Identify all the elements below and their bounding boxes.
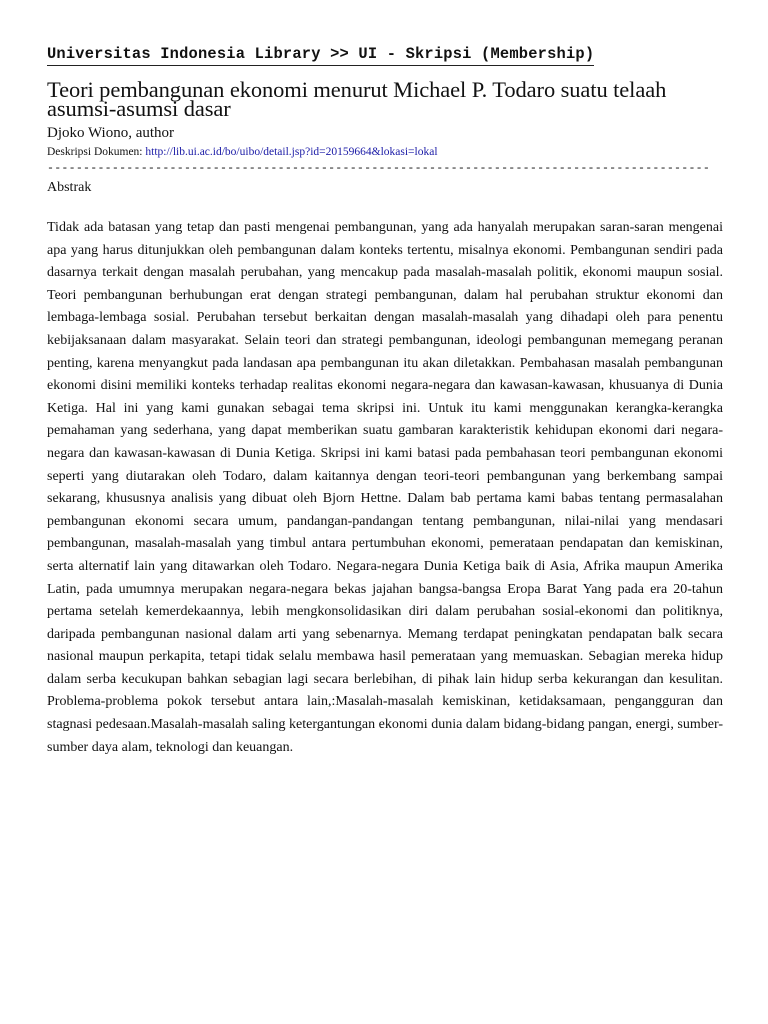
description-label: Deskripsi Dokumen: — [47, 146, 143, 158]
description-row — [47, 145, 727, 160]
library-header[interactable]: Universitas Indonesia Library >> UI - Skripsi (Membership) — [47, 44, 594, 66]
document-title: Teori pembangunan ekonomi menurut Michael P. Todaro suatu telaah asumsi-asumsi dasar — [47, 77, 667, 121]
document-page — [47, 44, 727, 759]
abstract-text: Tidak ada batasan yang tetap dan pasti mengenai pembangunan, yang ada hanyalah merupakan saran-saran mengenai apa yang harus ditunjukkan oleh pembangunan dalam konteks tertentu, misalnya ekonomi. Pembangunan sendiri pada dasarnya terkait dengan masalah perubahan, yang mencakup pada masalah-masalah politik, ekonomi maupun sosial. Teori pembangunan berhubungan erat dengan strategi pembangunan, dalam hal perubahan struktur ekonomi dan lembaga-lembaga sosial. Perubahan tersebut berkaitan dengan masalah-masalah yang dihadapi oleh para penentu kebijaksanaan dalam masyarakat. Selain teori dan strategi pembangunan, ideologi pembangunan memegang peranan penting, karena menyangkut pada landasan apa pembangunan itu akan diletakkan. Pembahasan masalah pembangunan ekonomi disini memiliki konteks terhadap realitas ekonomi negara-negara dan kawasan-kawasan, khusuanya di Dunia Ketiga. Hal ini yang kami gunakan sebagai tema skripsi ini. Untuk itu kami menggunakan kerangka-kerangka pemahaman yang sederhana, yang dapat memberikan suatu gambaran karakteristik kehidupan ekonomi dari negara-negara dan kawasan-kawasan di Dunia Ketiga. Skripsi ini kami batasi pada pembahasan teori pembangunan ekonomi seperti yang diutarakan oleh Todaro, dalam kaitannya dengan teori-teori pembangunan yang berkembang sampai sekarang, khususnya analisis yang dibuat oleh Bjorn Hettne. Dalam bab pertama kami babas tentang permasalahan pembangunan ekonomi secara umum, pandangan-pandangan tentang pembangunan, nilai-nilai yang mendasari pembangunan, masalah-masalah yang timbul antara pertumbuhan ekonomi, pemerataan pendapatan dan kemiskinan, serta alternatif lain yang ditawarkan oleh Todaro. Negara-negara Dunia Ketiga baik di Asia, Afrika maupun Amerika Latin, pada umumnya merupakan negara-negara bekas jajahan bangsa-bangsa Eropa Barat Yang pada era 20-tahun pertama setelah kemerdekaannya, lebih mengkonsolidasikan diri dalam perubahan sosial-ekonomi dan politiknya, daripada pembangunan nasional dalam arti yang sebenarnya. Memang terdapat peningkatan pendapatan balk secara nasional maupun perkapita, tetapi tidak selalu membawa hasil pemerataan yang memuaskan. Sebagian mereka hidup dalam serba kecukupan bahkan sebagian lagi secara berlebihan, di pihak lain hidup serba kekurangan dan kesulitan. Problema-problema pokok tersebut antara lain,:Masalah-masalah kemiskinan, ketidaksamaan, pengangguran dan stagnasi pedesaan.Masalah-masalah saling ketergantungan ekonomi dunia dalam bidang-bidang pangan, energi, sumber-sumber daya alam, teknologi dan keuangan. — [47, 220, 723, 755]
dashed-divider: -------------------------------------------------------------------------------------------- — [47, 163, 711, 175]
description-link[interactable]: http://lib.ui.ac.id/bo/uibo/detail.jsp?id=20159664&lokasi=lokal — [145, 146, 438, 158]
abstract-heading: Abstrak — [47, 180, 92, 195]
document-author: Djoko Wiono, author — [47, 125, 175, 141]
